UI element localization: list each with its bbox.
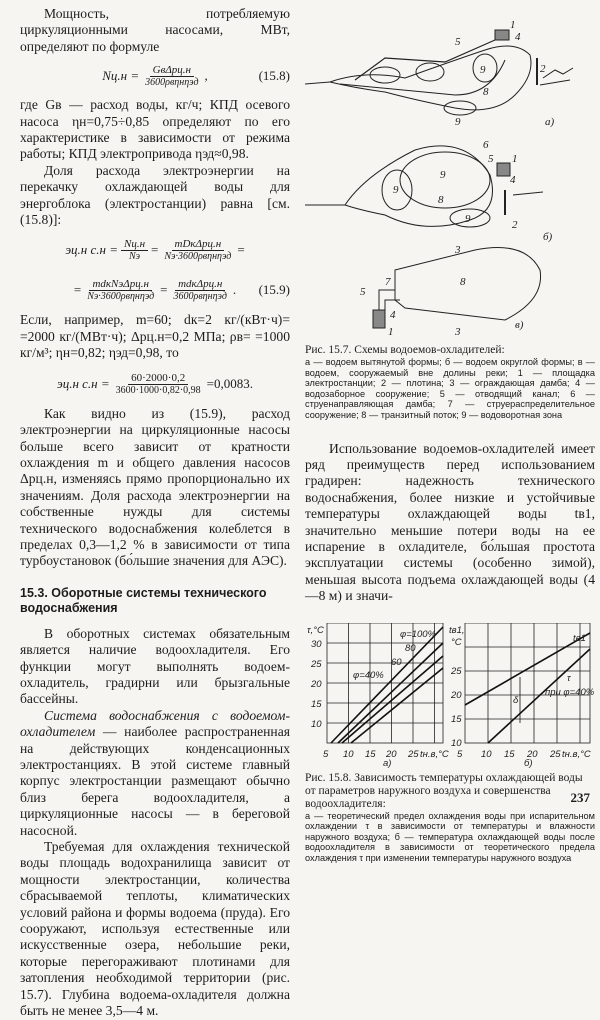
svg-text:3: 3 [455, 326, 461, 338]
paragraph-conclusion: Как видно из (15.9), расход электроэнергии на циркуляционные насосы больше всего зависит от кратности охлаждения m и общего давления насосов Δpц.н, изменяясь прямо пропорционально их значениям. Доля расхода электроэнергии на собственные нужды для системы технического водоснабжения колеблется в пределах 0,3—1,2 % в зависимости от типа турбоустановок (бо́льшие значения для АЭС). [20, 405, 290, 569]
svg-text:τ,°C: τ,°C [307, 624, 324, 636]
paragraph-where: где Gв — расход воды, кг/ч; КПД осевого насоса ηн=0,75÷0,85 определяют по его характеристике в зависимости от режима работы; КПД электропривода ηэд≈0,98. [20, 97, 290, 162]
figure-15-8 [305, 623, 595, 768]
svg-text:15: 15 [504, 748, 515, 760]
svg-text:δ: δ [513, 694, 519, 706]
svg-text:10: 10 [451, 737, 462, 749]
caption-body: а — водоем вытянутой формы; б — водоем округлой формы; в — водоем, сооружаемый вне долины реки; 1 — площадка электростанции; 2 — плотина; 3 — ограждающая дамба; 4 — водозаборное сооружение; 5 — отводящий канал; 6 — струенаправляющая дамба; 7 — струераспределительное сооружение; 8 — транзитный поток; 9 — водоворотная зона [305, 357, 595, 420]
svg-text:4: 4 [515, 31, 521, 43]
svg-text:φ=100%: φ=100% [400, 628, 437, 640]
svg-text:1: 1 [512, 153, 518, 165]
paragraph-circulating: В оборотных системах обязательным является наличие водоохладителя. Его функции могут выполнять водоем-охладитель, градирни или брызгальные бассейны. [20, 625, 290, 707]
svg-text:9: 9 [480, 64, 486, 76]
svg-text:5: 5 [323, 748, 329, 760]
svg-text:25: 25 [550, 748, 561, 760]
figure-15-7-caption [305, 344, 595, 421]
svg-text:9: 9 [440, 169, 446, 181]
svg-text:10: 10 [481, 748, 492, 760]
svg-text:4: 4 [510, 174, 516, 186]
svg-text:20: 20 [527, 748, 538, 760]
svg-text:30: 30 [311, 638, 322, 650]
svg-text:3: 3 [455, 244, 461, 256]
svg-text:τ: τ [567, 672, 571, 684]
paragraph-reservoir-system: Система водоснабжения с водоемом-охладителем — наиболее распространенная на действующих конденсационных электростанциях. В этой системе главный корпус электростанции размещают обычно близ берега водоохладителя, а циркуляционные насосы — в береговой насосной. [20, 707, 290, 838]
eq-lhs: Nц.н = [102, 68, 140, 84]
svg-text:5: 5 [455, 36, 461, 48]
svg-text:1: 1 [388, 326, 394, 338]
svg-text:25: 25 [451, 665, 462, 677]
svg-text:в): в) [515, 319, 524, 331]
svg-text:60: 60 [391, 656, 402, 668]
svg-text:9: 9 [393, 184, 399, 196]
caption-title: Рис. 15.8. Зависимость температуры охлаждающей воды от параметров наружного воздуха и совершенства водоохладителя: [305, 771, 583, 810]
svg-text:4: 4 [390, 309, 396, 321]
right-column [305, 0, 595, 864]
svg-text:5: 5 [457, 748, 463, 760]
svg-text:б): б) [543, 231, 553, 243]
svg-text:5: 5 [488, 153, 494, 165]
svg-text:20: 20 [311, 678, 322, 690]
paragraph-share: Доля расхода электроэнергии на перекачку охлаждающей воды для энергоблока (электростанции) равна [см. (15.8)]: [20, 162, 290, 228]
svg-text:6: 6 [483, 139, 489, 151]
svg-text:tн.в,°C: tн.в,°C [562, 748, 591, 760]
equation-example: эц.н с.н = $\frac{60\cdot 2000\cdot 0,2}{3600\cdot 1000\cdot 0,82\cdot 0,98}$ =0,0083. [56, 371, 254, 396]
equation-number: (15.9) [258, 282, 290, 298]
svg-text:φ=40%: φ=40% [353, 669, 384, 681]
svg-text:15: 15 [451, 713, 462, 725]
svg-text:8: 8 [483, 86, 489, 98]
svg-text:tв1: tв1 [573, 632, 586, 644]
svg-text:5: 5 [360, 286, 366, 298]
svg-text:°C: °C [451, 636, 462, 648]
svg-text:tн.в,°C: tн.в,°C [420, 748, 449, 760]
equation-15-8: Nц.н = $\frac{\text{GвΔpц.н}}{\text{3600ρвηнηэд}}$ , (15.8) [102, 64, 290, 89]
svg-text:25: 25 [311, 658, 322, 670]
svg-text:7: 7 [385, 276, 391, 288]
eq-fraction: $\frac{\text{GвΔpц.н}}{\text{3600ρвηнηэд}}$ [145, 64, 199, 89]
svg-text:а): а) [383, 757, 392, 768]
reservoir-schemes-diagram [305, 0, 595, 340]
equation-15-9-line2: = $\frac{\text{mdкNэΔpц.н}}{\text{Nэ·3600ρвηнηэд}}$ = $\frac{\text{mdкΔpц.н}}{\text{3600ρвηнηэд}}$ . (15.9) [73, 278, 290, 303]
paragraph-pump-power: Мощность, потребляемую циркуляционными насосами, МВт, определяют по формуле [20, 6, 290, 54]
paragraph-reservoir-area: Требуемая для охлаждения технической воды площадь водохранилища зависит от мощности электростанции, количества сбрасываемой теплоты, климатических условий района и формы водоема (пруда). Его сооружают, используя естественные или искусственные озера, небольшие реки, которые перегораживают плотинами для затопления необходимой территории (рис. 15.7). Глубина водоема-охладителя должна быть не менее 3,5—4 м. [20, 839, 290, 1019]
svg-text:20: 20 [451, 689, 462, 701]
svg-text:9: 9 [465, 213, 471, 225]
paragraph-advantages: Использование водоемов-охладителей имеет ряд преимуществ перед использованием градирен: надежность технического водоснабжения, более низкие и устойчивые температуры охлаждающей воды tв1, значительно меньшие потери воды на ее испарение в охладителе, бо́льшая простота эксплуатации системы (особенно зимой), меньшая высота подъема охлаждающей воды (4—8 м) и значи- [305, 440, 595, 604]
caption-title: Рис. 15.7. Схемы водоемов-охладителей: [305, 344, 505, 356]
svg-text:8: 8 [460, 276, 466, 288]
svg-text:20: 20 [386, 748, 397, 760]
equation-number: (15.8) [258, 68, 290, 84]
section-heading: 15.3. Оборотные системы технического водоснабжения [20, 585, 267, 615]
svg-text:tв1,: tв1, [449, 624, 465, 636]
temperature-charts [305, 623, 595, 768]
svg-text:9: 9 [455, 116, 461, 128]
caption-body: а — теоретический предел охлаждения воды при испарительном охлаждении τ в зависимости от температуры и влажности наружного воздуха; б — температура охлаждающей воды после водоохладителя в зависимости от теоретического предела охлаждения τ при изменении температуры наружного воздуха [305, 810, 595, 863]
svg-text:2: 2 [540, 63, 546, 75]
svg-text:8: 8 [438, 194, 444, 206]
svg-text:10: 10 [343, 748, 354, 760]
svg-text:25: 25 [408, 748, 419, 760]
svg-text:2: 2 [512, 219, 518, 231]
svg-text:при φ=40%: при φ=40% [545, 686, 595, 698]
page-number: 237 [570, 790, 590, 805]
paragraph-example: Если, например, m=60; dк=2 кг/(кВт·ч)= =2000 кг/(МВт·ч); Δpц.н=0,2 МПа; ρв= =1000 кг/м³; ηн=0,82; ηэд=0,98, то [20, 312, 290, 361]
svg-text:б): б) [524, 757, 533, 768]
svg-text:а): а) [545, 116, 555, 128]
figure-15-8-caption [305, 772, 595, 864]
svg-text:1: 1 [510, 19, 516, 31]
svg-text:80: 80 [405, 642, 416, 654]
figure-15-7 [305, 0, 595, 340]
svg-text:15: 15 [365, 748, 376, 760]
svg-text:10: 10 [311, 718, 322, 730]
left-column [20, 6, 290, 1020]
equation-15-9-line1: эц.н с.н = $\frac{Nц.н}{Nэ}$ = $\frac{\text{mDкΔpц.н}}{\text{Nэ·3600ρвηнηэд}}$ = [65, 238, 245, 263]
svg-text:15: 15 [311, 698, 322, 710]
